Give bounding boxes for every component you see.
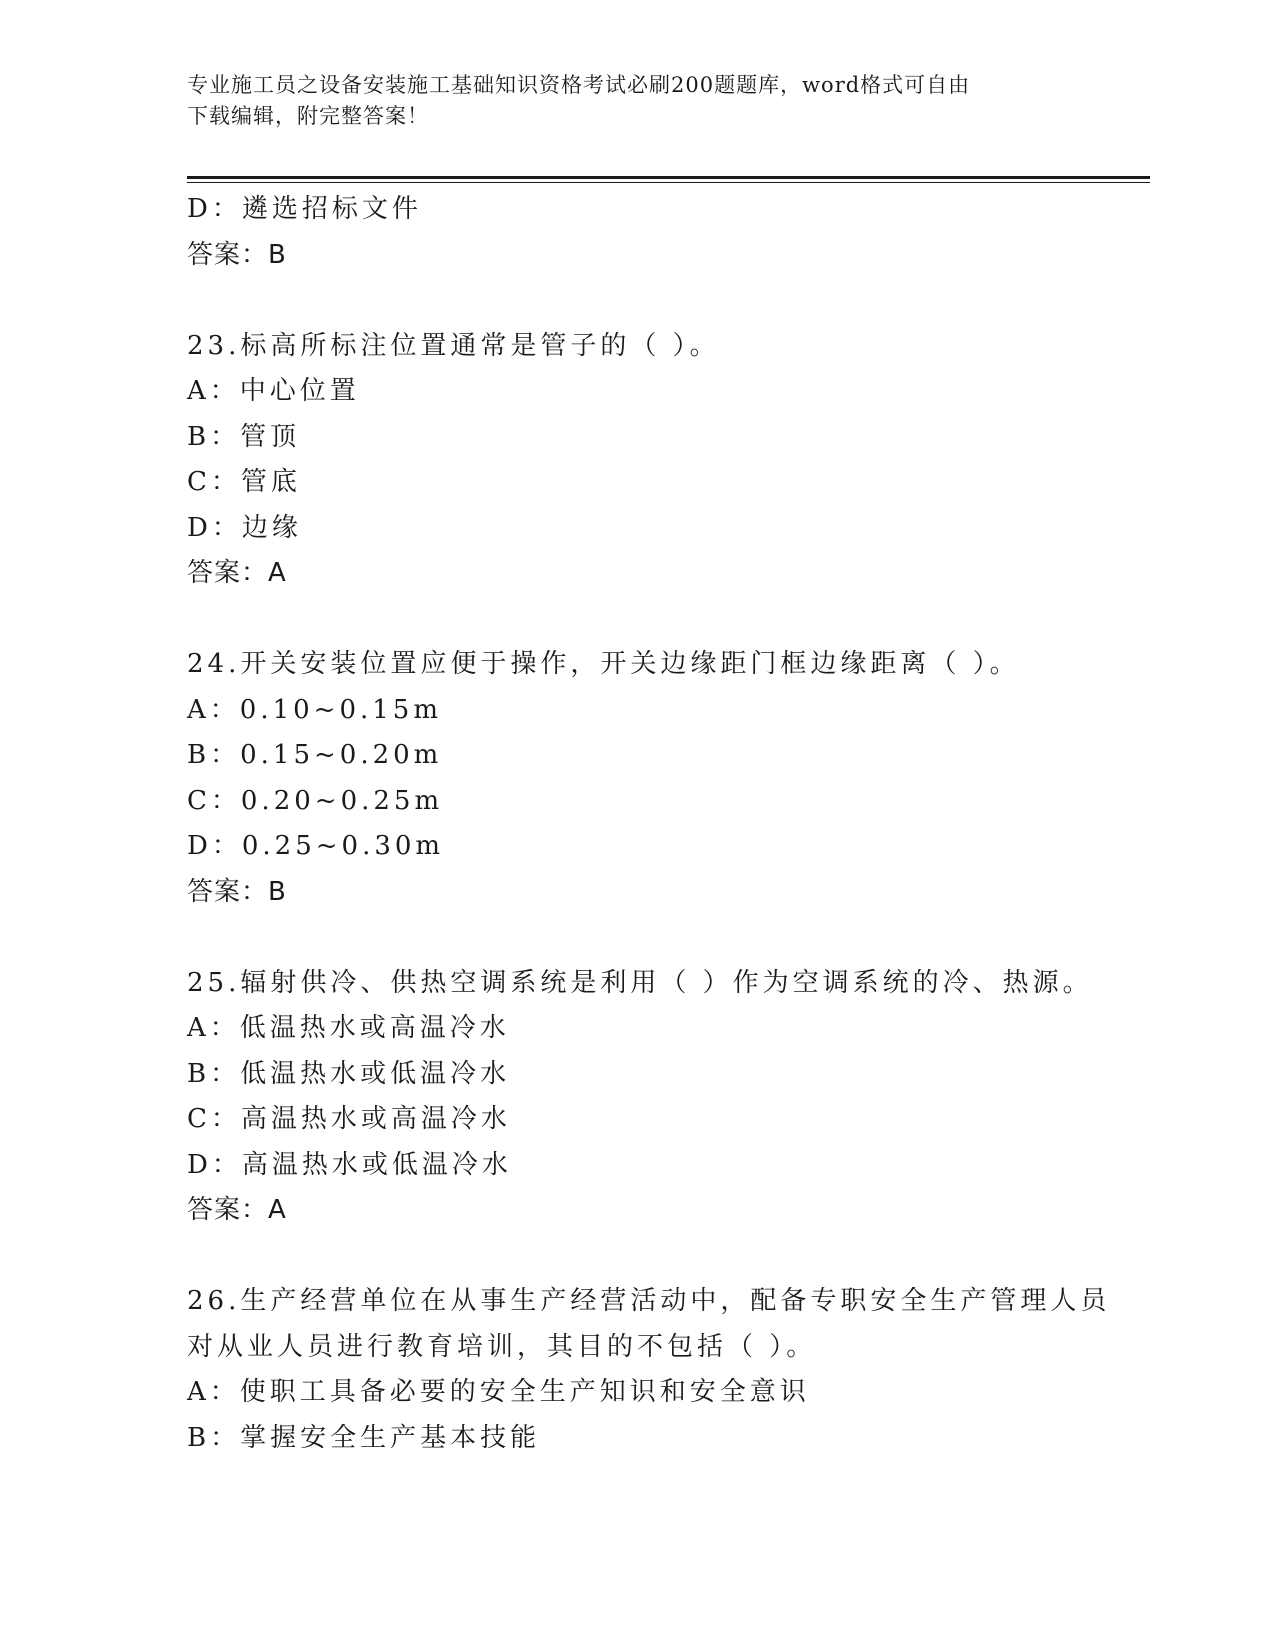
question-list bbox=[187, 187, 1150, 1461]
answer: 答案：B bbox=[187, 876, 287, 907]
option-b: B：0.15~0.20m bbox=[187, 740, 443, 770]
option-a: A：使职工具备必要的安全生产知识和安全意识 bbox=[187, 1377, 810, 1407]
answer: 答案：A bbox=[187, 1195, 287, 1225]
option-d: D：遴选招标文件 bbox=[187, 194, 422, 224]
header-rule-thin bbox=[187, 182, 1150, 183]
question-26-line-1: 26.生产经营单位在从事生产经营活动中，配备专职安全生产管理人员 bbox=[187, 1286, 1111, 1316]
option-b: B：掌握安全生产基本技能 bbox=[187, 1422, 541, 1453]
option-d: D：边缘 bbox=[187, 512, 302, 543]
option-b: B：低温热水或低温冷水 bbox=[187, 1058, 511, 1089]
option-a: A：中心位置 bbox=[187, 376, 360, 406]
option-c: C：高温热水或高温冷水 bbox=[187, 1104, 511, 1134]
option-a: A：低温热水或高温冷水 bbox=[187, 1013, 510, 1043]
option-c: C：0.20~0.25m bbox=[187, 785, 444, 816]
question-26-line-2: 对从业人员进行教育培训，其目的不包括（ ）。 bbox=[187, 1331, 817, 1362]
header-line-1: 专业施工员之设备安装施工基础知识资格考试必刷200题题库，word格式可自由 bbox=[187, 73, 971, 97]
option-a: A：0.10~0.15m bbox=[187, 694, 442, 725]
spacer bbox=[187, 278, 1150, 324]
question-25: 25.辐射供冷、供热空调系统是利用（ ）作为空调系统的冷、热源。 bbox=[187, 967, 1093, 998]
option-b: B：管顶 bbox=[187, 421, 301, 452]
answer: 答案：A bbox=[187, 558, 287, 588]
option-c: C：管底 bbox=[187, 467, 301, 497]
spacer bbox=[187, 915, 1150, 961]
option-d: D：0.25~0.30m bbox=[187, 831, 445, 861]
question-23: 23.标高所标注位置通常是管子的（ ）。 bbox=[187, 330, 720, 361]
question-24: 24.开关安装位置应便于操作，开关边缘距门框边缘距离（ ）。 bbox=[187, 649, 1020, 679]
document-header bbox=[187, 70, 1087, 132]
option-d: D：高温热水或低温冷水 bbox=[187, 1149, 512, 1180]
spacer bbox=[187, 1234, 1150, 1280]
spacer bbox=[187, 597, 1150, 643]
header-line-2: 下载编辑，附完整答案！ bbox=[187, 104, 429, 128]
answer: 答案：B bbox=[187, 239, 287, 270]
header-rule-thick bbox=[187, 176, 1150, 179]
